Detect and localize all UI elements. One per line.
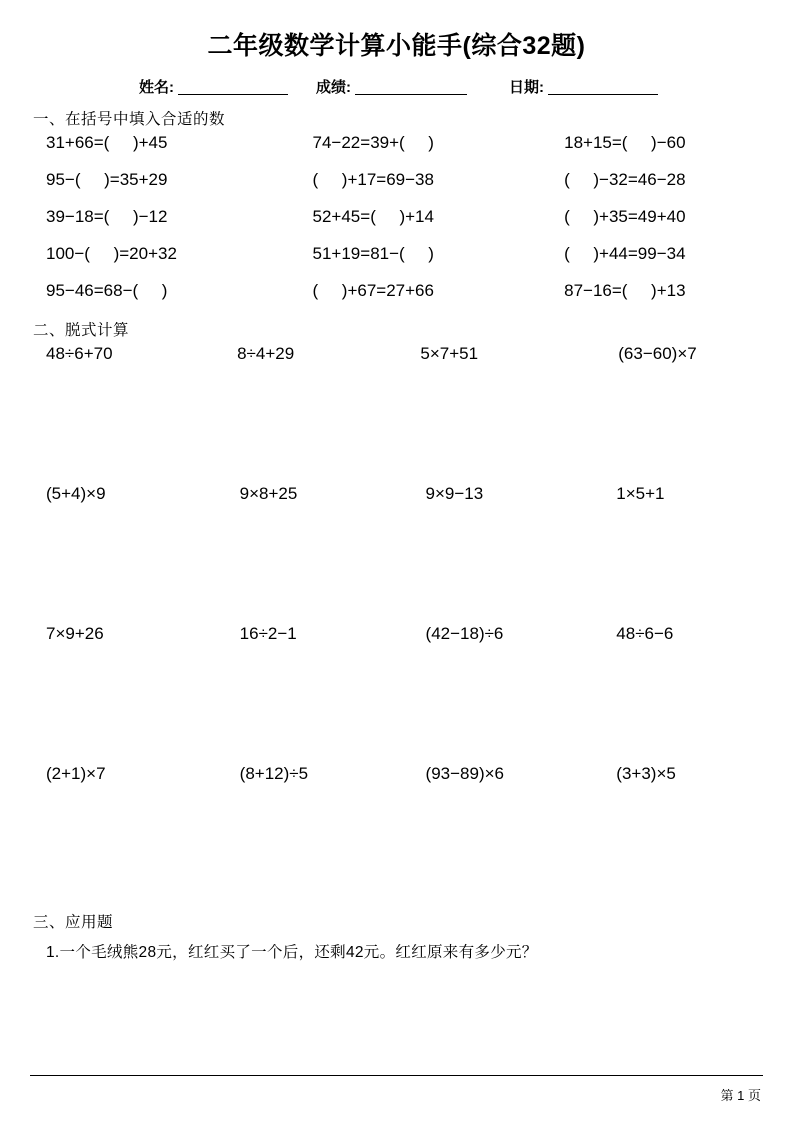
section-1-problems (30, 133, 763, 301)
problem-row (30, 207, 763, 227)
section-2-problems (30, 344, 763, 904)
calc-item[interactable]: (2+1)×7 (46, 764, 106, 783)
student-info-row (30, 76, 763, 97)
calc-item[interactable]: (8+12)÷5 (239, 764, 309, 783)
score-input-blank[interactable] (355, 79, 467, 95)
problem-item[interactable]: 31+66=( )+45 (46, 133, 168, 152)
calc-row (30, 344, 763, 484)
problem-item[interactable]: 51+19=81−( ) (312, 244, 434, 263)
problem-row (30, 244, 763, 264)
calc-item[interactable]: 9×8+25 (239, 484, 298, 503)
problem-item[interactable]: 39−18=( )−12 (46, 207, 168, 226)
calc-item[interactable]: 7×9+26 (46, 624, 104, 643)
calc-item[interactable]: (3+3)×5 (616, 764, 676, 783)
problem-row (30, 170, 763, 190)
problem-item[interactable]: 18+15=( )−60 (564, 133, 686, 152)
problem-row (30, 133, 763, 153)
page-title: 二年级数学计算小能手(综合32题) (207, 32, 586, 60)
calc-row (30, 764, 763, 904)
calc-row (30, 484, 763, 624)
problem-item[interactable]: 95−46=68−( ) (46, 281, 168, 300)
date-input-blank[interactable] (548, 79, 658, 95)
problem-item[interactable]: 74−22=39+( ) (312, 133, 434, 152)
problem-item[interactable]: ( )+17=69−38 (312, 170, 434, 189)
calc-row (30, 624, 763, 764)
problem-item[interactable]: ( )+35=49+40 (564, 207, 686, 226)
calc-item[interactable]: (63−60)×7 (618, 344, 697, 363)
page-number: 第 1 页 (720, 1088, 761, 1103)
calc-item[interactable]: 9×9−13 (425, 484, 484, 503)
problem-item[interactable]: ( )+67=27+66 (312, 281, 434, 300)
section-1-heading: 一、在括号中填入合适的数 (33, 111, 226, 128)
calc-item[interactable]: 8÷4+29 (237, 344, 295, 363)
calc-item[interactable]: 1×5+1 (616, 484, 665, 503)
problem-item[interactable]: 95−( )=35+29 (46, 170, 168, 189)
problem-item[interactable]: 52+45=( )+14 (312, 207, 434, 226)
section-3-heading: 三、应用题 (33, 914, 114, 931)
calc-item[interactable]: 5×7+51 (420, 344, 479, 363)
name-field-group (139, 76, 294, 97)
problem-item[interactable]: ( )−32=46−28 (564, 170, 686, 189)
date-label: 日期: (509, 79, 544, 96)
problem-item[interactable]: 87−16=( )+13 (564, 281, 686, 300)
section-2-heading: 二、脱式计算 (33, 322, 130, 339)
problem-item[interactable]: 100−( )=20+32 (46, 244, 177, 263)
date-field-group (509, 76, 664, 97)
calc-item[interactable]: (93−89)×6 (425, 764, 504, 783)
problem-row (30, 281, 763, 301)
calc-item[interactable]: 48÷6−6 (616, 624, 674, 643)
calc-item[interactable]: (42−18)÷6 (425, 624, 504, 643)
problem-item[interactable]: ( )+44=99−34 (564, 244, 686, 263)
calc-item[interactable]: 48÷6+70 (46, 344, 113, 363)
name-label: 姓名: (139, 79, 174, 96)
score-field-group (316, 76, 473, 97)
name-input-blank[interactable] (178, 79, 288, 95)
word-problem-item[interactable]: 1.一个毛绒熊28元，红红买了一个后，还剩42元。红红原来有多少元？ (46, 944, 538, 961)
calc-item[interactable]: 16÷2−1 (239, 624, 297, 643)
footer-divider (30, 1075, 763, 1076)
score-label: 成绩: (316, 79, 351, 96)
calc-item[interactable]: (5+4)×9 (46, 484, 106, 503)
